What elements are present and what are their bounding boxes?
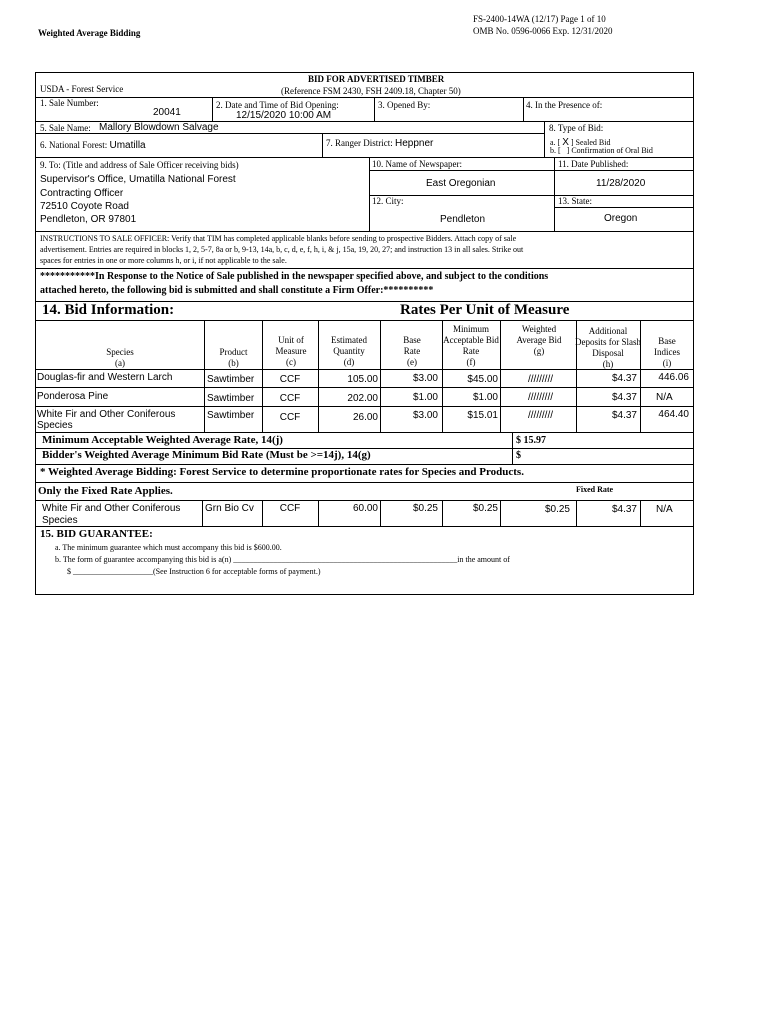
bidder-rate-label: Bidder's Weighted Average Minimum Bid Rate (Must be >=14j), 14(g) bbox=[42, 449, 371, 461]
col-slash: Additional Deposits for Slash Disposal (h) bbox=[575, 326, 641, 369]
row2-product: Sawtimber bbox=[207, 393, 255, 404]
rates-title: Rates Per Unit of Measure bbox=[400, 302, 570, 318]
row2-unit: CCF bbox=[279, 393, 301, 404]
sealed-mark: X bbox=[562, 137, 569, 148]
guarantee-title: 15. BID GUARANTEE: bbox=[40, 528, 153, 540]
type-of-bid-label: 8. Type of Bid: bbox=[549, 123, 604, 133]
omb-number: OMB No. 0596-0066 Exp. 12/31/2020 bbox=[473, 26, 613, 36]
col-base-rate: Base Rate (e) bbox=[403, 335, 421, 367]
fixed-min: $0.25 bbox=[472, 503, 498, 514]
instructions-line-2: advertisement. Entries are required in blocks 1, 2, 5-7, 8a or b, 9-13, 14a, b, c, d, e, f, h, i, & j, 15a, 19, 20, 27; and instruction 13 in all sales. Strike out bbox=[40, 245, 524, 254]
guarantee-line-c: $ ____________________(See Instruction 6 for acceptable forms of payment.) bbox=[67, 567, 321, 576]
row3-wab: ///////// bbox=[528, 410, 554, 421]
address-line-2: Contracting Officer bbox=[40, 188, 124, 199]
row2-slash: $4.37 bbox=[611, 392, 637, 403]
min-rate-label: Minimum Acceptable Weighted Average Rate, 14(j) bbox=[42, 434, 283, 446]
date-published-label: 11. Date Published: bbox=[558, 159, 629, 169]
state-value: Oregon bbox=[604, 213, 638, 224]
row2-wab: ///////// bbox=[528, 392, 554, 403]
instructions-line-3: spaces for entries in one or more columns h, or i, if not applicable to the sale. bbox=[40, 256, 287, 265]
col-unit: Unit of Measure (c) bbox=[275, 335, 307, 367]
min-rate-value: $ 15.97 bbox=[516, 435, 546, 446]
row1-unit: CCF bbox=[279, 374, 301, 385]
row2-species: Ponderosa Pine bbox=[37, 391, 109, 402]
row3-unit: CCF bbox=[279, 412, 301, 423]
fixed-unit: CCF bbox=[279, 503, 301, 514]
weighted-note: * Weighted Average Bidding: Forest Service to determine proportionate rates for Species and Products. bbox=[40, 466, 524, 478]
agency: USDA - Forest Service bbox=[40, 84, 124, 94]
guarantee-line-a: a. The minimum guarantee which must accompany this bid is $600.00. bbox=[55, 543, 282, 552]
fixed-base: $0.25 bbox=[412, 503, 438, 514]
newspaper-label: 10. Name of Newspaper: bbox=[372, 159, 462, 169]
row2-qty: 202.00 bbox=[347, 393, 378, 404]
col-quantity: Estimated Quantity (d) bbox=[331, 335, 367, 367]
district-label: 7. Ranger District: Heppner bbox=[326, 138, 434, 149]
reference: (Reference FSM 2430, FSH 2409.18, Chapter 50) bbox=[281, 86, 461, 96]
address-line-3: 72510 Coyote Road bbox=[40, 201, 129, 212]
opened-by-label: 3. Opened By: bbox=[378, 100, 431, 110]
city-value: Pendleton bbox=[440, 214, 486, 225]
offer-line-2: attached hereto, the following bid is submitted and shall constitute a Firm Offer:********** bbox=[40, 285, 434, 296]
row2-index: N/A bbox=[656, 392, 673, 403]
col-min-rate: Minimum Acceptable Bid Rate (f) bbox=[443, 324, 499, 367]
row3-species-cont: Species bbox=[37, 420, 73, 431]
fixed-index: N/A bbox=[656, 504, 673, 515]
fixed-slash: $4.37 bbox=[611, 504, 637, 515]
newspaper-value: East Oregonian bbox=[426, 178, 496, 189]
sale-name-label: 5. Sale Name: bbox=[40, 123, 91, 133]
row3-slash: $4.37 bbox=[611, 410, 637, 421]
row3-species: White Fir and Other Coniferous bbox=[37, 409, 176, 420]
fixed-wab: $0.25 bbox=[544, 504, 570, 515]
sale-name: Mallory Blowdown Salvage bbox=[99, 122, 219, 133]
state-label: 13. State: bbox=[558, 196, 592, 206]
bidder-rate-value: $ bbox=[516, 450, 521, 461]
to-label: 9. To: (Title and address of Sale Officer receiving bids) bbox=[40, 160, 239, 170]
forest-label: 6. National Forest: Umatilla bbox=[40, 140, 146, 151]
row1-index: 446.06 bbox=[658, 372, 689, 383]
sealed-bid-option: a. [ X ] Sealed Bid bbox=[550, 137, 611, 148]
opening-label: 2. Date and Time of Bid Opening: bbox=[216, 100, 339, 110]
fixed-species-cont: Species bbox=[42, 515, 78, 526]
district-value: Heppner bbox=[395, 138, 434, 149]
row1-qty: 105.00 bbox=[347, 374, 378, 385]
row3-product: Sawtimber bbox=[207, 410, 255, 421]
fixed-rate-header: Fixed Rate bbox=[576, 485, 614, 494]
row3-base: $3.00 bbox=[412, 410, 438, 421]
forest-value: Umatilla bbox=[109, 140, 146, 151]
fixed-species: White Fir and Other Coniferous bbox=[42, 503, 181, 514]
row1-slash: $4.37 bbox=[611, 373, 637, 384]
row2-min: $1.00 bbox=[472, 392, 498, 403]
sale-number-label: 1. Sale Number: bbox=[40, 98, 99, 108]
sale-number: 20041 bbox=[153, 107, 181, 118]
col-product: Product (b) bbox=[219, 347, 248, 368]
col-species: Species (a) bbox=[106, 347, 134, 368]
col-weighted-bid: Weighted Average Bid (g) bbox=[516, 324, 562, 356]
doc-title: Weighted Average Bidding bbox=[38, 28, 141, 38]
row3-qty: 26.00 bbox=[352, 412, 378, 423]
instructions-line-1: INSTRUCTIONS TO SALE OFFICER: Verify that TIM has completed applicable blanks before sending to prospective Bidders. Attach copy of sale bbox=[40, 234, 517, 243]
row1-min: $45.00 bbox=[467, 374, 498, 385]
bid-info-title: 14. Bid Information: bbox=[42, 302, 175, 318]
fixed-qty: 60.00 bbox=[352, 503, 378, 514]
row3-index: 464.40 bbox=[658, 409, 689, 420]
bid-title: BID FOR ADVERTISED TIMBER bbox=[308, 74, 445, 84]
col-indices: Base Indices (i) bbox=[654, 336, 680, 368]
date-published-value: 11/28/2020 bbox=[596, 178, 646, 189]
guarantee-line-b: b. The form of guarantee accompanying this bid is a(n) ________________________________________________________in the amount of bbox=[55, 555, 510, 564]
oral-bid-option: b. [ ] Confirmation of Oral Bid bbox=[550, 146, 653, 155]
opening-value: 12/15/2020 10:00 AM bbox=[236, 110, 332, 121]
row1-species: Douglas-fir and Western Larch bbox=[37, 372, 173, 383]
form-number: FS-2400-14WA (12/17) Page 1 of 10 bbox=[473, 14, 606, 24]
row1-wab: ///////// bbox=[528, 374, 554, 385]
address-line-4: Pendleton, OR 97801 bbox=[40, 214, 137, 225]
row2-base: $1.00 bbox=[412, 392, 438, 403]
row1-product: Sawtimber bbox=[207, 374, 255, 385]
presence-label: 4. In the Presence of: bbox=[526, 100, 603, 110]
row1-base: $3.00 bbox=[412, 373, 438, 384]
address-line-1: Supervisor's Office, Umatilla National Forest bbox=[40, 174, 236, 185]
fixed-product: Grn Bio Cv bbox=[205, 503, 254, 514]
fixed-label: Only the Fixed Rate Applies. bbox=[38, 485, 173, 497]
row3-min: $15.01 bbox=[467, 410, 498, 421]
city-label: 12. City: bbox=[372, 196, 404, 206]
offer-line-1: ***********In Response to the Notice of Sale published in the newspaper specified above, and subject to the conditions bbox=[40, 271, 549, 282]
